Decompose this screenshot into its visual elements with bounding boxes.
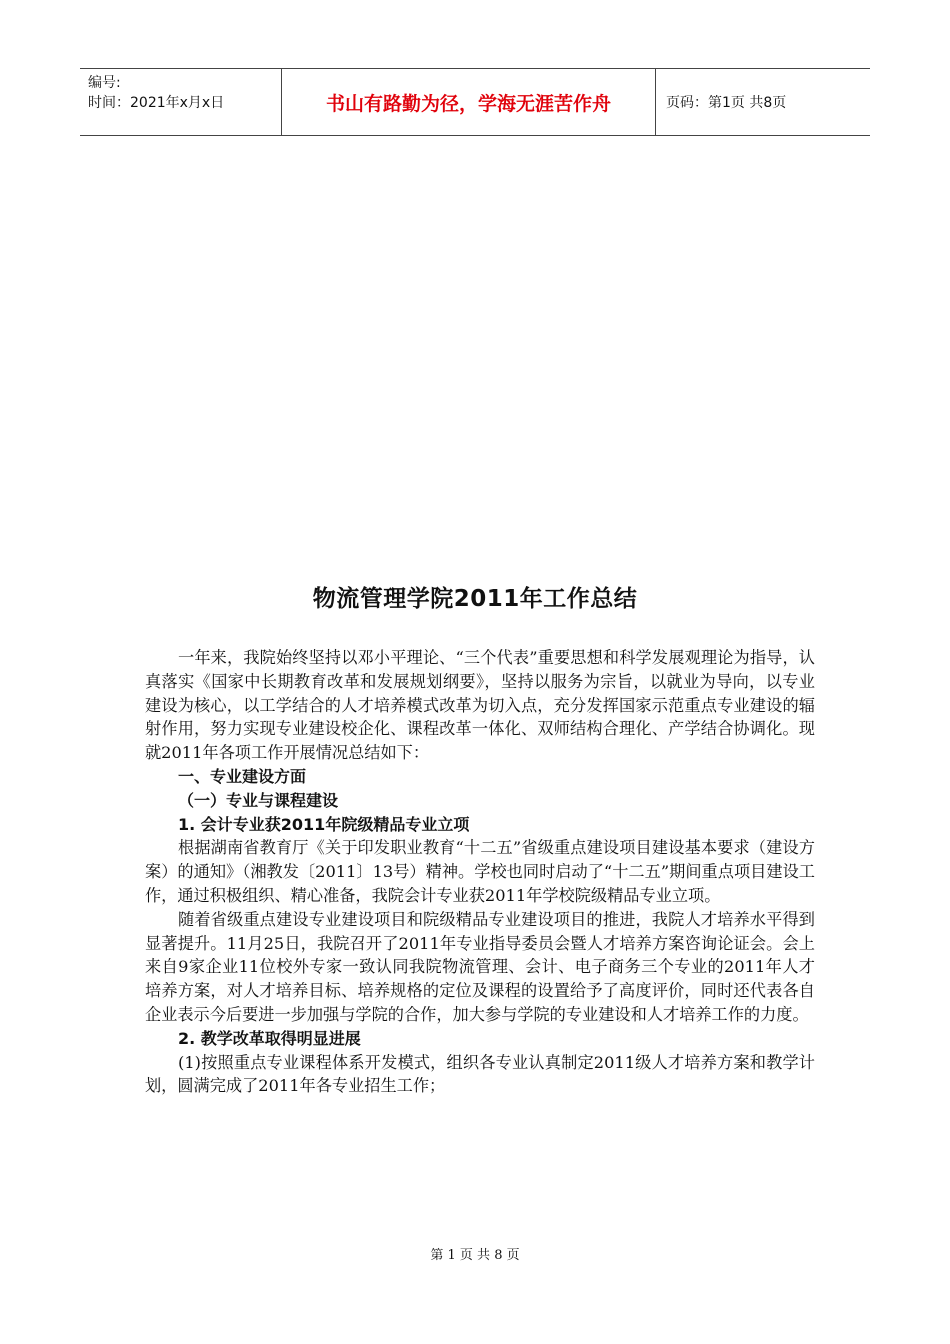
subsection-heading: 2. 教学改革取得明显进展 — [178, 1028, 361, 1048]
paragraph: 一年来，我院始终坚持以邓小平理论、“三个代表”重要思想和科学发展观理论为指导，认真落实《国家中长期教育改革和发展规划纲要》，坚持以服务为宗旨，以就业为导向，以专业建设为核心，以工学结合的人才培养模式改革为切入点，充分发挥国家示范重点专业建设的辐射作用，努力实现专业建设校企化、课程改革一体化、双师结构合理化、产学结合协调化。现就2011年各项工作开展情况总结如下： — [145, 648, 815, 763]
header-table — [80, 68, 870, 136]
paragraph: 根据湖南省教育厅《关于印发职业教育“十二五”省级重点建设项目建设基本要求（建设方案）的通知》（湘教发〔2011〕13号）精神。学校也同时启动了“十二五”期间重点项目建设工作，通过积极组织、精心准备，我院会计专业获2011年学校院级精品专业立项。 — [145, 838, 815, 905]
paragraph: (1)按照重点专业课程体系开发模式，组织各专业认真制定2011级人才培养方案和教学计划，圆满完成了2011年各专业招生工作； — [145, 1052, 815, 1096]
paragraph: 随着省级重点建设专业建设项目和院级精品专业建设项目的推进，我院人才培养水平得到显著提升。11月25日，我院召开了2011年专业指导委员会暨人才培养方案咨询论证会。会上来自9家企业11位校外专家一致认同我院物流管理、会计、电子商务三个专业的2011年人才培养方案，对人才培养目标、培养规格的定位及课程的设置给予了高度评价，同时还代表各自企业表示今后要进一步加强与学院的合作，加大参与学院的专业建设和人才培养工作的力度。 — [145, 909, 815, 1024]
subsection-heading: （一）专业与课程建设 — [178, 790, 339, 810]
document-body — [145, 646, 815, 1098]
header-left-cell — [80, 69, 282, 135]
header-page-info: 页码：第1页 共8页 — [666, 95, 787, 111]
subsection-heading: 1. 会计专业获2011年院级精品专业立项 — [178, 814, 470, 834]
page-footer: 第 1 页 共 8 页 — [430, 1248, 520, 1263]
document-title: 物流管理学院2011年工作总结 — [312, 586, 638, 612]
header-motto: 书山有路勤为径，学海无涯苦作舟 — [282, 69, 656, 135]
document-number-label: 编号: — [88, 75, 121, 91]
document-time-label: 时间：2021年x月x日 — [88, 95, 225, 111]
section-heading: 一、专业建设方面 — [178, 766, 307, 786]
